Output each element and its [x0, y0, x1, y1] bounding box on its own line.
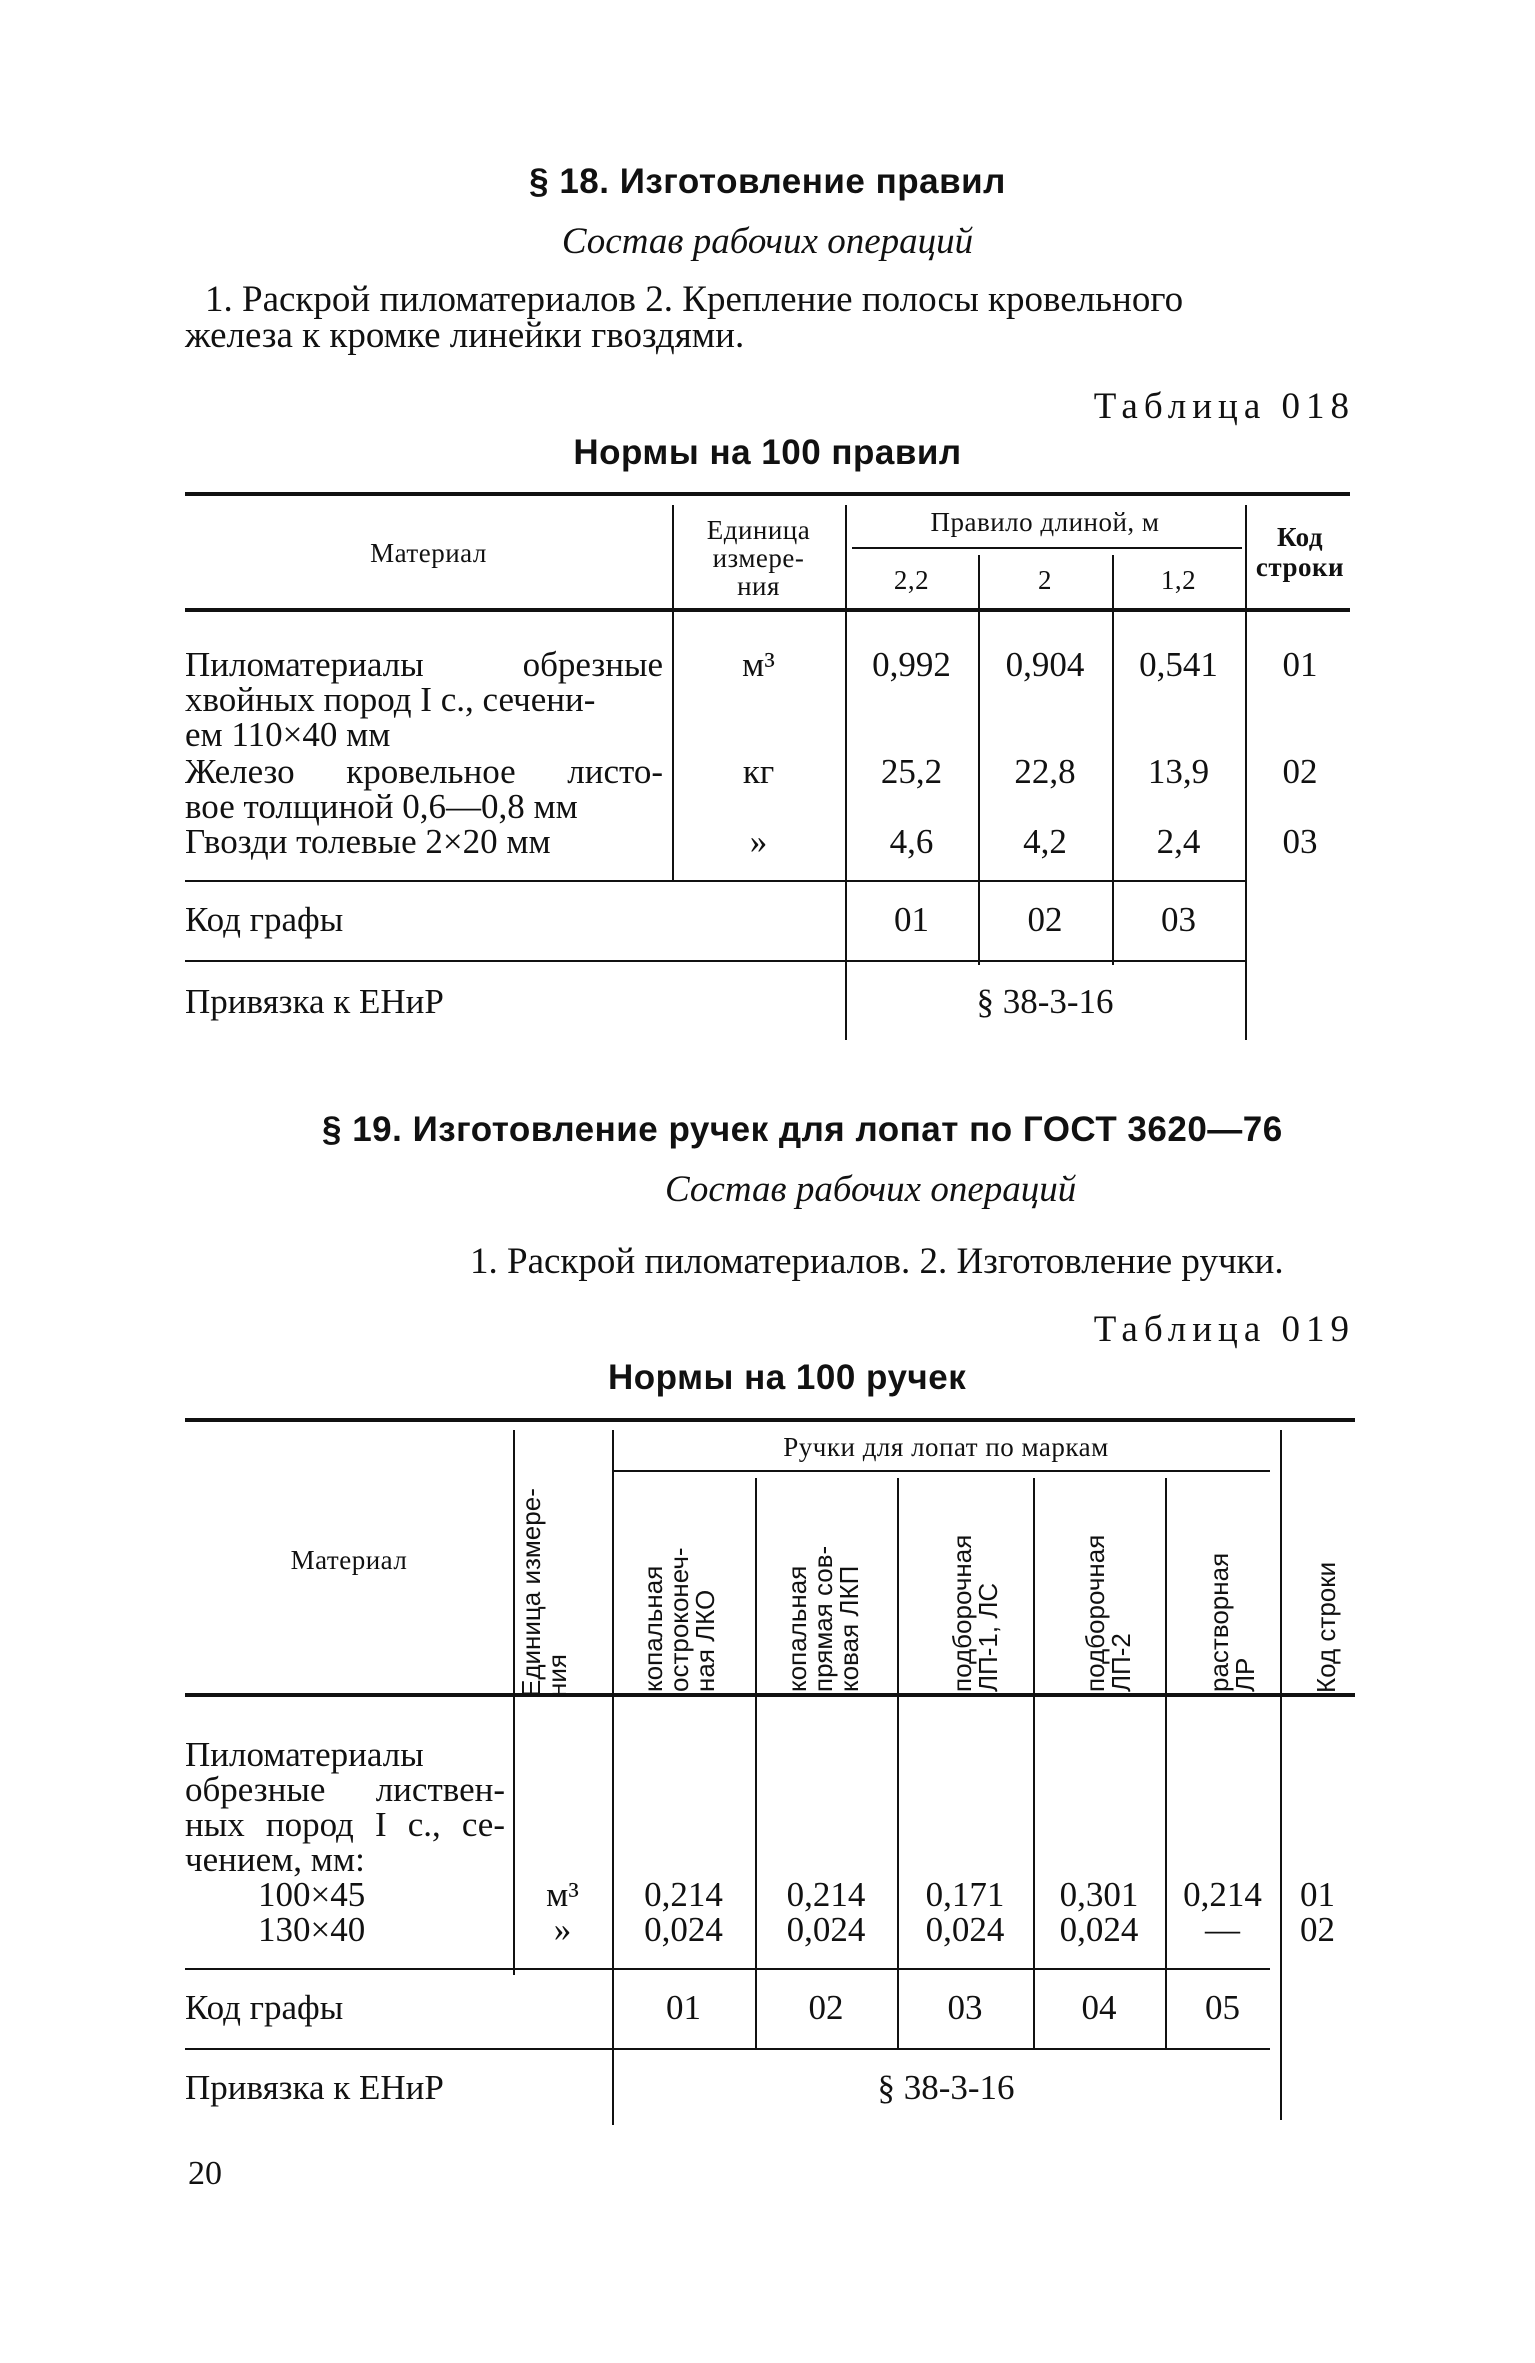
table-018-enir-label: Привязка к ЕНиР: [185, 982, 444, 1021]
table-019-label: Таблица 019: [1093, 1309, 1355, 1350]
section-18-ops-line1: 1. Раскрой пиломатериалов 2. Крепление полосы кровельного: [205, 279, 1184, 320]
section-18-ops-line2: железа к кромке линейки гвоздями.: [185, 315, 745, 356]
table-018-row-code: 01: [1282, 645, 1318, 684]
table-019-value: 0,214: [1183, 1875, 1262, 1914]
table-018-graph-code: 01: [894, 900, 929, 939]
table-018-col-unit: ния: [737, 571, 780, 601]
table-018-unit: »: [749, 822, 768, 861]
table-018-col-material: Материал: [370, 538, 487, 568]
table-018-value: 22,8: [1014, 752, 1076, 791]
table-018-material: хвойных пород I с., сечени-: [185, 680, 596, 719]
table-019-vline: [897, 1478, 899, 2050]
table-018-header-rule: [185, 608, 1350, 612]
page-number: 20: [188, 2155, 222, 2192]
table-018-top-rule: [185, 492, 1350, 496]
table-019-graph-code: 03: [947, 1988, 983, 2027]
table-019-col-unit: Единица измере- ния: [516, 1488, 572, 1697]
table-019-value: 0,171: [925, 1875, 1005, 1914]
table-018-value: 0,904: [1005, 645, 1085, 684]
table-018-unit: м³: [742, 645, 775, 684]
table-018-material: Пиломатериалы обрезные: [185, 645, 663, 684]
table-019-graph-code: 05: [1205, 1988, 1240, 2027]
table-019-col-mark: подборочная ЛП-1, ЛС: [947, 1534, 1003, 1692]
table-018-col-size: 2: [1038, 565, 1052, 595]
table-019-col-group: Ручки для лопат по маркам: [783, 1432, 1109, 1462]
table-019-enir-label: Привязка к ЕНиР: [185, 2068, 444, 2107]
table-019-row-code: 01: [1300, 1875, 1335, 1914]
table-018-group-rule: [852, 547, 1242, 549]
table-019-vline: [1165, 1478, 1167, 2050]
table-019-material: чением, мм:: [185, 1840, 365, 1879]
table-019-rule-2: [185, 2048, 1270, 2050]
section-19-title: § 19. Изготовление ручек для лопат по ГОСТ 3620—76: [322, 1110, 1283, 1149]
table-019-col-mark: копальная прямая сов- ковая ЛКП: [782, 1545, 864, 1692]
table-019-value: 0,024: [1059, 1910, 1139, 1949]
table-019-col-material: Материал: [290, 1545, 408, 1575]
table-018-row-code: 03: [1282, 822, 1318, 861]
table-018-col-code: Код: [1276, 522, 1324, 552]
table-019-value: 0,301: [1059, 1875, 1139, 1914]
table-019-vline: [755, 1478, 757, 2050]
table-018-col-size: 2,2: [893, 565, 930, 595]
table-019-enir-value: § 38-3-16: [877, 2068, 1015, 2107]
section-18-ops-title: Состав рабочих операций: [561, 221, 974, 262]
table-018-graph-code: 02: [1027, 900, 1063, 939]
table-018-col-size: 1,2: [1160, 565, 1197, 595]
table-018-col-unit: измере-: [712, 543, 805, 573]
table-018-row-code: 02: [1282, 752, 1318, 791]
section-19-ops-title: Состав рабочих операций: [665, 1169, 1077, 1210]
table-019-row-code: 02: [1300, 1910, 1335, 1949]
table-019-graph-code: 02: [808, 1988, 844, 2027]
table-019-col-mark: копальная остроконеч- ная ЛКО: [638, 1547, 720, 1692]
table-018-value: 25,2: [880, 752, 943, 791]
table-019-size: 130×40: [258, 1910, 366, 1949]
table-018-value: 0,992: [872, 645, 951, 684]
table-018-value: 2,4: [1156, 822, 1201, 861]
table-018-rule-2: [185, 960, 1245, 962]
table-019-value: 0,024: [925, 1910, 1005, 1949]
section-18-title: § 18. Изготовление правил: [529, 162, 1006, 201]
table-019-size: 100×45: [258, 1875, 366, 1914]
table-019-material: обрезные листвен-: [185, 1770, 505, 1809]
table-019-col-mark: растворная ЛР: [1204, 1552, 1260, 1692]
table-018-value: 4,2: [1023, 822, 1067, 861]
table-019-norms-title: Нормы на 100 ручек: [608, 1358, 967, 1397]
table-019-vline: [1033, 1478, 1035, 2050]
table-019-rule-1: [185, 1968, 1270, 1970]
table-019-material: Пиломатериалы: [185, 1735, 424, 1774]
table-018-graph-code-label: Код графы: [185, 900, 344, 939]
table-018-value: 13,9: [1147, 752, 1210, 791]
table-018-col-code: строки: [1255, 552, 1345, 582]
table-018-graph-code: 03: [1161, 900, 1196, 939]
table-019-unit: м³: [546, 1875, 579, 1914]
table-019-value: 0,214: [786, 1875, 866, 1914]
table-019-unit: »: [553, 1910, 572, 1949]
table-018-value: 4,6: [889, 822, 934, 861]
table-019-value: —: [1205, 1910, 1240, 1949]
table-018-material: Гвозди толевые 2×20 мм: [185, 822, 551, 861]
table-019-top-rule: [185, 1418, 1355, 1422]
table-018-unit: кг: [742, 752, 775, 791]
table-018-material: ем 110×40 мм: [185, 715, 391, 754]
table-019-graph-code: 04: [1081, 1988, 1117, 2027]
table-019-vline: [1280, 1430, 1282, 2120]
table-019-value: 0,024: [786, 1910, 866, 1949]
table-019-header-rule: [185, 1693, 1355, 1697]
table-018-rule-1: [185, 880, 1245, 882]
table-018-material: вое толщиной 0,6—0,8 мм: [185, 787, 578, 826]
table-019-material: ных пород I с., се-: [185, 1805, 505, 1844]
table-019-graph-code: 01: [666, 1988, 701, 2027]
table-018-col-group: Правило длиной, м: [930, 507, 1160, 537]
table-019-value: 0,024: [644, 1910, 723, 1949]
section-19-ops-line1: 1. Раскрой пиломатериалов. 2. Изготовление ручки.: [470, 1241, 1284, 1282]
table-019-value: 0,214: [644, 1875, 723, 1914]
table-019-graph-code-label: Код графы: [185, 1988, 344, 2027]
table-019-col-mark: подборочная ЛП-2: [1080, 1534, 1136, 1692]
table-019-col-code: Код строки: [1311, 1561, 1341, 1693]
table-018-value: 0,541: [1139, 645, 1218, 684]
table-018-norms-title: Нормы на 100 правил: [573, 433, 962, 472]
table-018-enir-value: § 38-3-16: [976, 982, 1114, 1021]
table-018-label: Таблица 018: [1093, 386, 1355, 427]
table-018-col-unit: Единица: [706, 515, 811, 545]
table-018-material: Железо кровельное листо-: [185, 752, 663, 791]
